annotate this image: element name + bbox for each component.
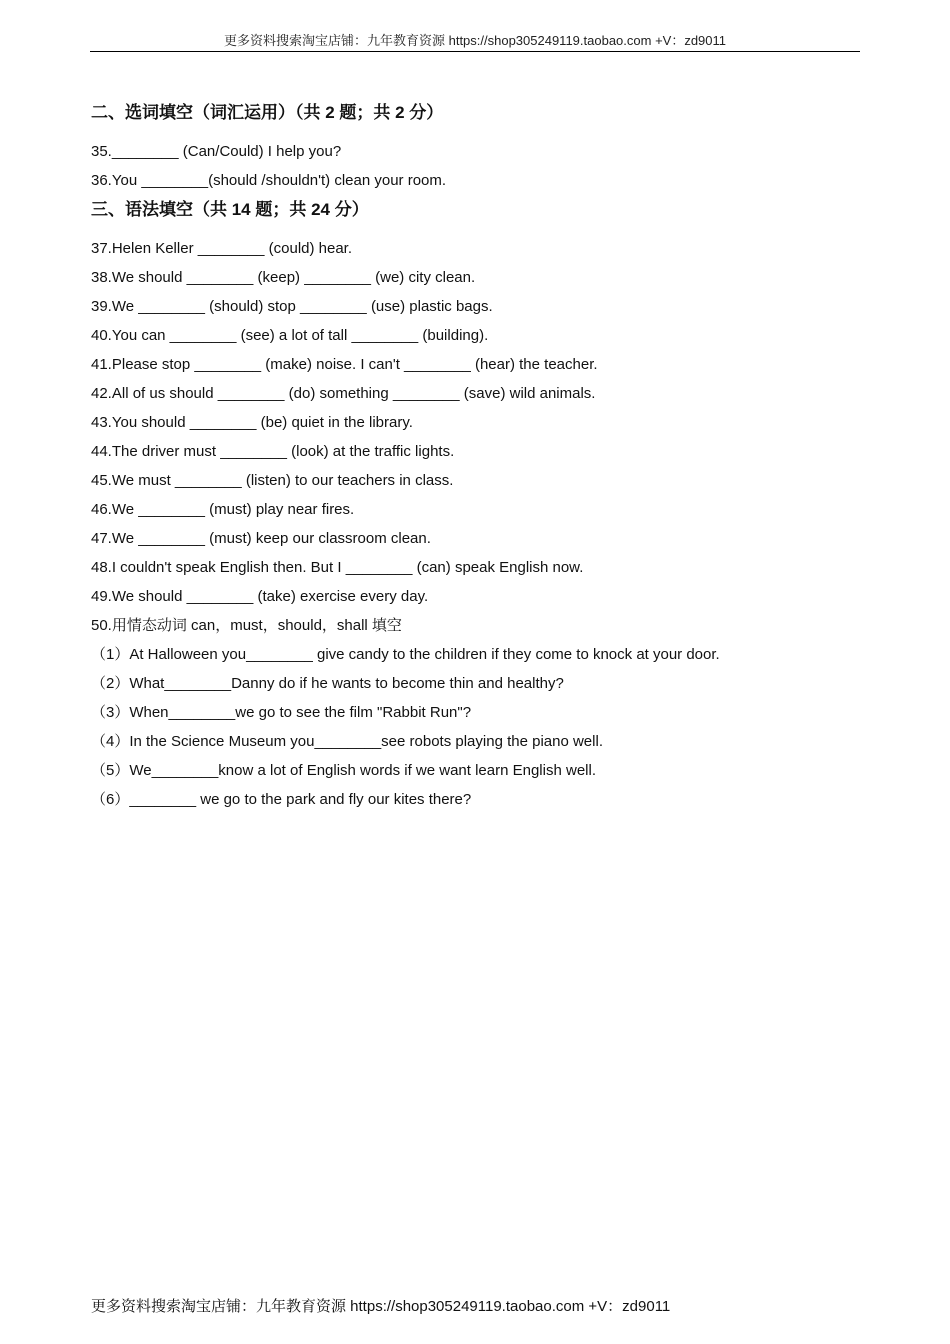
question-41: 41.Please stop ________ (make) noise. I can't ________ (hear) the teacher. (91, 356, 598, 373)
question-46: 46.We ________ (must) play near fires. (91, 501, 355, 518)
question-48: 48.I couldn't speak English then. But I ________ (can) speak English now. (91, 559, 584, 576)
question-39: 39.We ________ (should) stop ________ (use) plastic bags. (91, 298, 493, 315)
question-50: 50.用情态动词 can，must，should，shall 填空 (91, 617, 402, 634)
section-3-title: 三、语法填空（共 14 题；共 24 分） (91, 200, 369, 219)
question-42: 42.All of us should ________ (do) something ________ (save) wild animals. (91, 385, 596, 402)
section-2-title: 二、选词填空（词汇运用）（共 2 题；共 2 分） (91, 103, 444, 122)
question-50-part-1: （1）At Halloween you________ give candy to the children if they come to knock at your door. (91, 646, 720, 663)
question-45: 45.We must ________ (listen) to our teachers in class. (91, 472, 454, 489)
question-36: 36.You ________(should /shouldn't) clean your room. (91, 172, 447, 189)
question-38: 38.We should ________ (keep) ________ (we) city clean. (91, 269, 476, 286)
question-50-part-5: （5）We________know a lot of English words if we want learn English well. (91, 762, 596, 779)
question-49: 49.We should ________ (take) exercise every day. (91, 588, 429, 605)
header-divider (90, 51, 860, 52)
question-35: 35.________ (Can/Could) I help you? (91, 143, 342, 160)
question-50-part-3: （3）When________we go to see the film "Rabbit Run"? (91, 704, 472, 721)
question-37: 37.Helen Keller ________ (could) hear. (91, 240, 353, 257)
question-40: 40.You can ________ (see) a lot of tall ________ (building). (91, 327, 489, 344)
question-50-part-4: （4）In the Science Museum you________see robots playing the piano well. (91, 733, 603, 750)
page-footer: 更多资料搜索淘宝店铺：九年教育资源 https://shop305249119.taobao.com +V：zd9011 (91, 1298, 671, 1315)
page-header: 更多资料搜索淘宝店铺：九年教育资源 https://shop305249119.taobao.com +V：zd9011 (223, 33, 727, 48)
question-50-part-2: （2）What________Danny do if he wants to become thin and healthy? (91, 675, 564, 692)
question-44: 44.The driver must ________ (look) at the traffic lights. (91, 443, 455, 460)
question-50-part-6: （6）________ we go to the park and fly our kites there? (91, 791, 472, 808)
question-47: 47.We ________ (must) keep our classroom clean. (91, 530, 431, 547)
question-43: 43.You should ________ (be) quiet in the library. (91, 414, 413, 431)
